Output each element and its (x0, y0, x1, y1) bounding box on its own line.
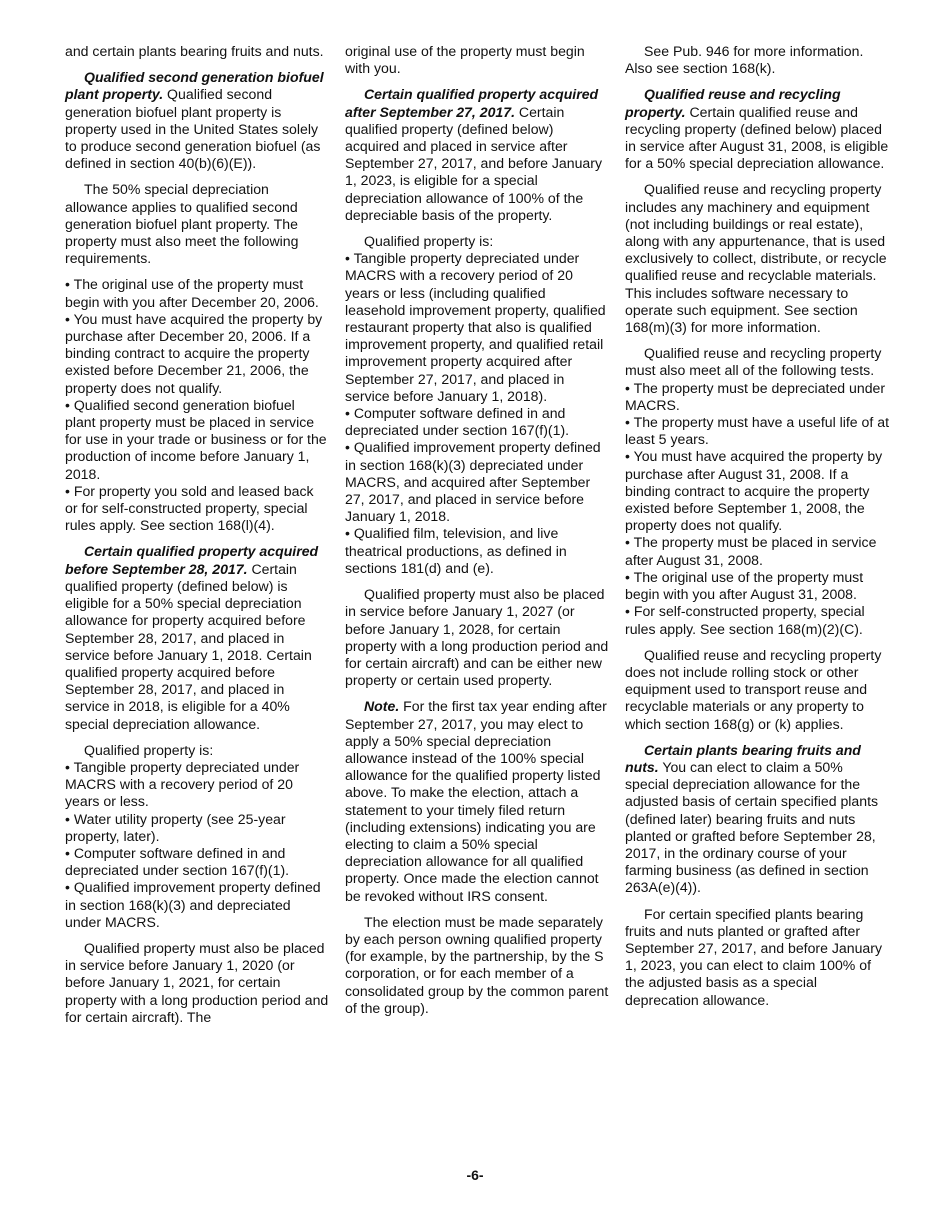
bullet-list (625, 380, 889, 638)
paragraph (625, 43, 889, 77)
paragraph (625, 647, 889, 733)
paragraph (625, 906, 889, 1009)
paragraph (65, 940, 329, 1026)
paragraph (625, 181, 889, 336)
section-paragraph (65, 543, 329, 732)
list-item: • Qualified film, television, and live theatrical productions, as defined in sections 181(d) and (e). (345, 525, 567, 576)
paragraph-text: Certain qualified property (defined below) is eligible for a 50% special depreciation allowance for property acquired before September 28, 2017, and placed in service before January 1, 2018. Certain qualified property acquired before September 28, 2017, and placed in service in 2018, is eligible for a 40% special depreciation allowance. (65, 560, 312, 732)
paragraph (65, 43, 329, 60)
paragraph (65, 181, 329, 267)
paragraph-text: Certain qualified property (defined below) acquired and placed in service after September 27, 2017, and before January 1, 2023, is eligible for a special depreciation allowance of 100% of the depreciable basis of the property. (345, 103, 602, 223)
list-item: • You must have acquired the property by purchase after August 31, 2008. If a binding contract to acquire the property existed before September 1, 2008, the property does not qualify. (625, 448, 883, 534)
list-item: • The property must have a useful life of at least 5 years. (625, 414, 889, 448)
paragraph (625, 345, 889, 379)
paragraph-text: Certain qualified reuse and recycling property (defined below) placed in service after August 31, 2008, is eligible for a 50% special depreciation allowance. (625, 103, 889, 172)
paragraph (345, 233, 609, 250)
section-heading: Certain qualified property acquired before September 28, 2017. (65, 543, 319, 577)
list-item: • For property you sold and leased back or for self-constructed property, special rules apply. See section 168(l)(4). (65, 482, 314, 534)
list-item: • The property must be depreciated under MACRS. (625, 379, 886, 413)
list-item: • The original use of the property must begin with you after December 20, 2006. (65, 276, 319, 310)
column-1 (65, 43, 329, 1035)
paragraph-text: Qualified second generation biofuel plant property is property used in the United States solely to produce second generation biofuel (as defined in section 40(b)(6)(E)). (65, 86, 321, 172)
list-item: • Qualified improvement property defined in section 168(k)(3) depreciated under MACRS, and acquired after September 27, 2017, and placed in service before January 1, 2018. (345, 439, 601, 525)
section-paragraph (345, 698, 609, 904)
paragraph-text: Qualified property must also be placed in service before January 1, 2027 (or before January 1, 2028, for certain property with a long production period and for certain aircraft) and can be either new property or certain used property. (345, 586, 609, 689)
paragraph (345, 43, 609, 77)
paragraph-text: For the first tax year ending after September 27, 2017, you may elect to apply a 50% special depreciation allowance instead of the 100% special allowance for the qualified property listed above. To make the election, attach a statement to your timely filed return (including extensions) indicating you are electing to claim a 50% special depreciation allowance for all qualified property. Once made the election cannot be revoked without IRS consent. (345, 698, 607, 904)
column-3 (625, 43, 889, 1018)
column-2 (345, 43, 609, 1026)
paragraph-text: and certain plants bearing fruits and nuts. (65, 43, 324, 59)
list-item: • You must have acquired the property by purchase after December 20, 2006. If a binding contract to acquire the property existed before December 21, 2006, the property does not qualify. (65, 310, 323, 396)
bullet-list (65, 759, 329, 931)
paragraph-text: The election must be made separately by each person owning qualified property (for example, by the partnership, by the S corporation, or for each member of a consolidated group by the common parent of the group). (345, 913, 609, 1016)
paragraph (65, 742, 329, 759)
paragraph-text: Qualified property is: (364, 233, 494, 250)
list-item: • The original use of the property must begin with you after August 31, 2008. (625, 568, 864, 603)
paragraph-text: For certain specified plants bearing fruits and nuts planted or grafted after September 27, 2017, and before January 1, 2023, you can elect to claim 100% of the adjusted basis as a special deprecation allowance. (625, 905, 882, 1008)
list-item: • Tangible property depreciated under MACRS with a recovery period of 20 years or less (including qualified leasehold improvement property, qualified restaurant property that also is qualified improvement property, and qualified retail improvement property acquired after September 27, 2017, and placed in service before January 1, 2018). (345, 250, 606, 404)
list-item: • The property must be placed in service after August 31, 2008. (625, 534, 877, 568)
section-paragraph (625, 86, 889, 172)
paragraph-text: Qualified property is: (84, 741, 214, 758)
bullet-list (65, 276, 329, 534)
list-item: • Computer software defined in and depreciated under section 167(f)(1). (345, 405, 570, 439)
list-item: • Computer software defined in and depreciated under section 167(f)(1). (65, 844, 290, 879)
section-heading: Qualified second generation biofuel plant property. (65, 69, 324, 103)
paragraph-text: Qualified property must also be placed in service before January 1, 2020 (or before January 1, 2021, for certain property with a long production period and for certain aircraft). The (65, 939, 329, 1025)
bullet-list (345, 250, 609, 577)
list-item: • Water utility property (see 25-year property, later). (65, 810, 286, 844)
section-paragraph (65, 69, 329, 172)
paragraph-text: See Pub. 946 for more information. Also see section 168(k). (625, 43, 864, 77)
section-heading: Certain plants bearing fruits and nuts. (625, 741, 861, 775)
list-item: • Qualified second generation biofuel plant property must be placed in service for use in your trade or business or for the production of income before January 1, 2018. (65, 396, 327, 482)
paragraph-text: original use of the property must begin with you. (345, 43, 585, 77)
section-paragraph (625, 742, 889, 897)
paragraph-text: Qualified reuse and recycling property must also meet all of the following tests. (625, 345, 882, 379)
section-heading: Note. (364, 698, 400, 715)
section-heading: Certain qualified property acquired after September 27, 2017. (345, 86, 599, 120)
section-paragraph (345, 86, 609, 224)
paragraph-text: The 50% special depreciation allowance applies to qualified second generation biofuel plant property. The property must also meet the following requirements. (65, 181, 299, 267)
list-item: • Qualified improvement property defined in section 168(k)(3) and depreciated under MACRS. (65, 879, 321, 930)
paragraph (345, 586, 609, 689)
section-heading: Qualified reuse and recycling property. (625, 86, 841, 120)
paragraph (345, 914, 609, 1017)
paragraph-text: You can elect to claim a 50% special depreciation allowance for the adjusted basis of certain specified plants (defined later) bearing fruits and nuts planted or grafted before September 28, 2017, in the ordinary course of your farming business (as defined in section 263A(e)(4)). (625, 758, 879, 896)
paragraph-text: Qualified reuse and recycling property includes any machinery and equipment (not including buildings or real estate), along with any appurtenance, that is used exclusively to collect, distribute, or recycle qualified reuse and recyclable materials. This includes software necessary to operate such equipment. See section 168(m)(3) for more information. (625, 181, 887, 336)
list-item: • Tangible property depreciated under MACRS with a recovery period of 20 years or less. (65, 758, 300, 810)
list-item: • For self-constructed property, special rules apply. See section 168(m)(2)(C). (625, 603, 865, 637)
page-number: -6- (466, 1167, 484, 1183)
paragraph-text: Qualified reuse and recycling property does not include rolling stock or other equipment used to transport reuse and recyclable materials or any property to which section 168(g) or (k) applies. (625, 646, 882, 732)
